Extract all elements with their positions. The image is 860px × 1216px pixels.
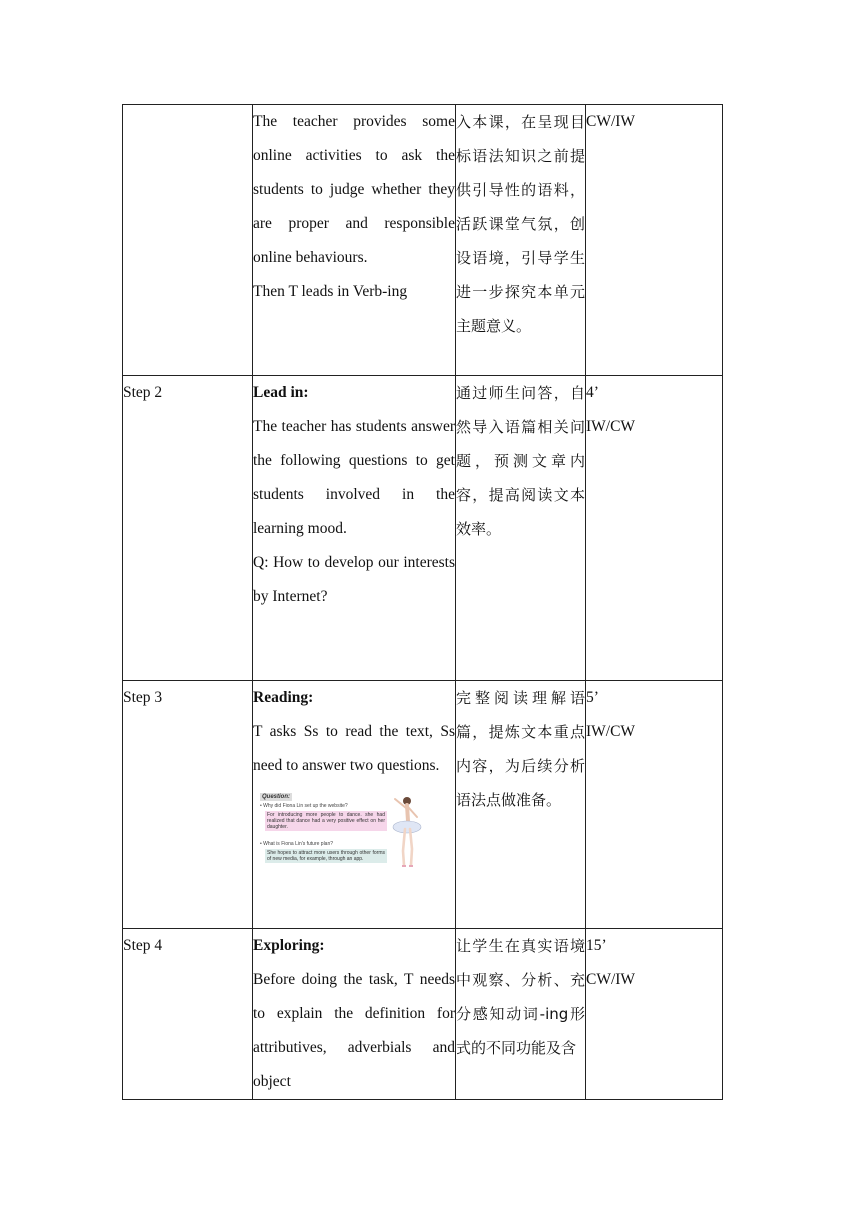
table-row <box>123 929 723 1100</box>
table-row <box>123 376 723 681</box>
purpose-cell <box>456 376 586 681</box>
answer-1: For introducing more people to dance. she had realized that dance had a very positive effect on her daughter. <box>267 812 385 830</box>
time-text: 4’ <box>586 384 599 401</box>
mode-text: IW/CW <box>586 418 636 435</box>
table-row <box>123 681 723 929</box>
purpose-text: 让学生在真实语境中观察、分析、充分感知动词-ing形式的不同功能及含 <box>456 937 585 1057</box>
purpose-cell <box>456 681 586 929</box>
step-label: Step 4 <box>123 937 163 954</box>
activity-heading: Lead in: <box>253 384 309 401</box>
activity-cell <box>253 105 456 376</box>
step-cell <box>123 376 253 681</box>
step-label: Step 3 <box>123 689 163 706</box>
mode-text: CW/IW <box>586 971 636 988</box>
activity-paragraph: Then T leads in Verb-ing <box>253 283 408 300</box>
step-cell <box>123 105 253 376</box>
step-cell <box>123 929 253 1100</box>
activity-paragraph: The teacher provides some online activities to ask the students to judge whether they are proper and responsible online behaviours. <box>253 113 455 266</box>
question-title: Question: <box>262 794 290 800</box>
lesson-plan-table <box>122 104 723 1100</box>
question-2: • What is Fiona Lin's future plan? <box>260 841 334 847</box>
activity-heading: Exploring: <box>253 937 325 954</box>
activity-paragraph: Q: How to develop our interests by Internet? <box>253 554 455 605</box>
time-cell <box>586 681 723 929</box>
time-cell <box>586 929 723 1100</box>
step-label: Step 2 <box>123 384 163 401</box>
question-1: • Why did Fiona Lin set up the website? <box>260 803 348 809</box>
purpose-text: 入本课，在呈现目标语法知识之前提供引导性的语料，活跃课堂气氛，创设语境，引导学生进一步探究本单元主题意义。 <box>456 113 585 335</box>
mode-text: IW/CW <box>586 723 636 740</box>
activity-cell <box>253 681 456 929</box>
activity-paragraph: T asks Ss to read the text, Ss need to answer two questions. <box>253 723 455 774</box>
activity-cell <box>253 376 456 681</box>
purpose-text: 通过师生问答，自然导入语篇相关问题，预测文章内容，提高阅读文本效率。 <box>456 384 585 538</box>
purpose-cell <box>456 105 586 376</box>
purpose-text: 完整阅读理解语篇，提炼文本重点内容，为后续分析语法点做准备。 <box>456 689 585 809</box>
table-row <box>123 105 723 376</box>
step-cell <box>123 681 253 929</box>
mode-text: CW/IW <box>586 113 636 130</box>
time-text: 5’ <box>586 689 599 706</box>
activity-paragraph: The teacher has students answer the following questions to get students involved in the learning mood. <box>253 418 455 537</box>
time-cell <box>586 376 723 681</box>
time-text: 15’ <box>586 937 607 954</box>
question-image <box>257 791 423 871</box>
ballerina-illustration <box>387 791 423 871</box>
answer-2: She hopes to attract more users through other forms of new media, for example, through an app. <box>267 850 385 862</box>
activity-paragraph: Before doing the task, T needs to explain the definition for attributives, adverbials and object <box>253 971 455 1090</box>
time-cell <box>586 105 723 376</box>
activity-heading: Reading: <box>253 689 314 706</box>
purpose-cell <box>456 929 586 1100</box>
activity-cell <box>253 929 456 1100</box>
